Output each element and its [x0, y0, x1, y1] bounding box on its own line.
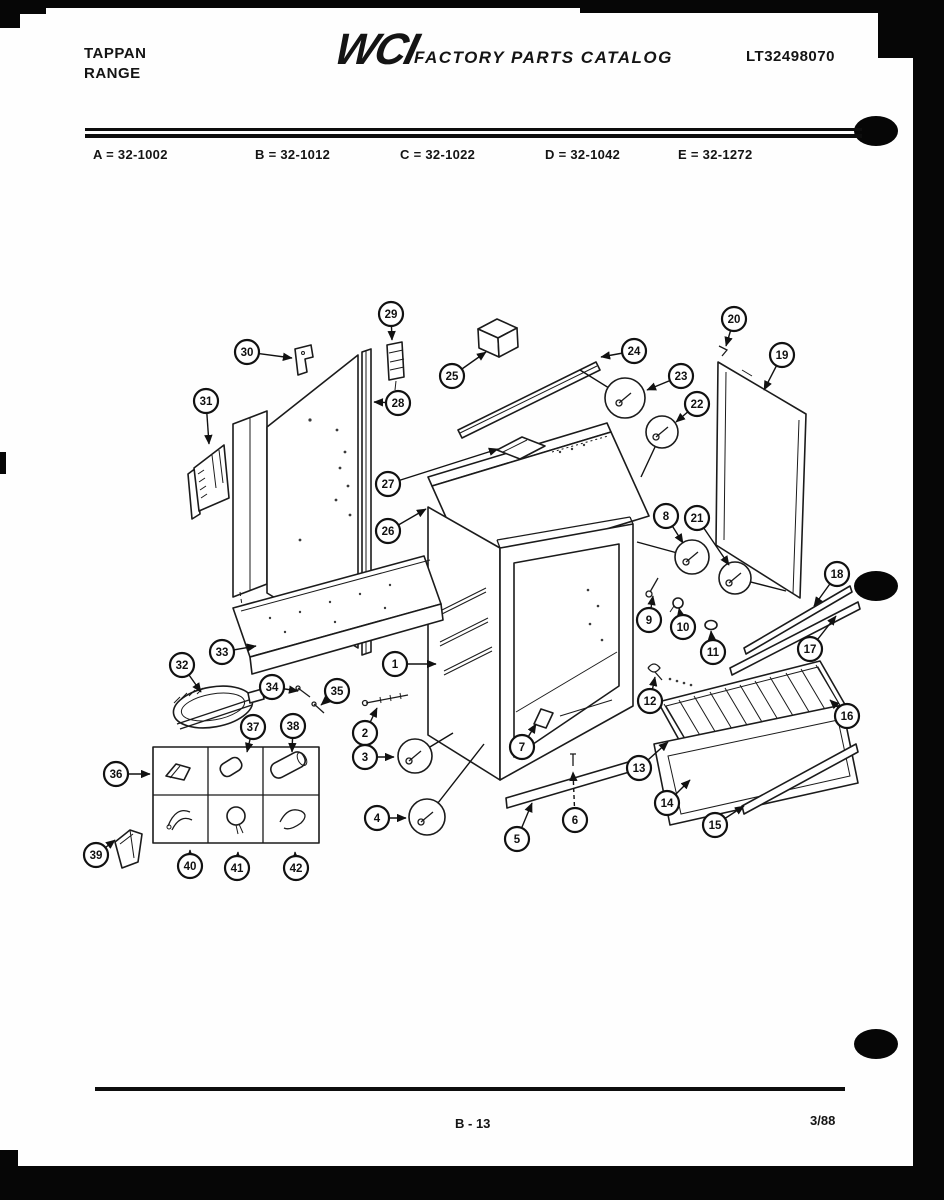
svg-text:33: 33 — [215, 647, 229, 659]
svg-text:9: 9 — [645, 615, 653, 627]
small-parts-grid — [153, 747, 319, 843]
svg-text:32: 32 — [175, 660, 189, 672]
svg-text:29: 29 — [384, 309, 398, 321]
brand-line-2: RANGE — [84, 65, 141, 82]
callout-39 — [84, 840, 115, 867]
callout-22 — [676, 392, 709, 422]
catalog-title: FACTORY PARTS CATALOG — [414, 48, 673, 67]
svg-text:19: 19 — [775, 350, 789, 362]
svg-text:28: 28 — [391, 398, 405, 410]
svg-text:14: 14 — [660, 798, 674, 810]
callout-11 — [701, 631, 725, 664]
part-side-rails — [730, 586, 860, 675]
svg-text:41: 41 — [230, 863, 244, 875]
model-d: D = 32-1042 — [545, 147, 621, 162]
callout-12 — [638, 677, 662, 713]
svg-text:1: 1 — [391, 659, 399, 671]
svg-text:2: 2 — [361, 728, 369, 740]
svg-text:26: 26 — [381, 526, 395, 538]
model-a: A = 32-1002 — [93, 147, 168, 162]
svg-text:25: 25 — [445, 371, 459, 383]
callout-36 — [104, 762, 150, 786]
svg-text:15: 15 — [708, 820, 722, 832]
callout-26 — [376, 509, 426, 543]
footer-rule — [95, 1087, 845, 1091]
svg-text:3: 3 — [361, 752, 369, 764]
callout-10 — [671, 608, 695, 639]
callout-30 — [235, 340, 292, 364]
callout-35 — [321, 679, 349, 705]
callout-32 — [170, 653, 201, 692]
part-hinge-bracket — [295, 345, 313, 375]
callout-25 — [440, 352, 486, 388]
callout-19 — [764, 343, 794, 390]
callout-4 — [365, 806, 406, 830]
svg-text:20: 20 — [727, 314, 741, 326]
brand-line-1: TAPPAN — [84, 45, 147, 62]
callout-23 — [647, 364, 693, 390]
part-screws-small — [296, 686, 324, 713]
svg-text:22: 22 — [690, 399, 704, 411]
wci-logo: WCI — [330, 25, 422, 74]
svg-text:23: 23 — [674, 371, 688, 383]
svg-text:5: 5 — [513, 834, 521, 846]
svg-text:37: 37 — [246, 722, 260, 734]
svg-text:34: 34 — [265, 682, 279, 694]
svg-text:10: 10 — [676, 622, 690, 634]
magnified-view-1 — [580, 370, 645, 418]
svg-text:12: 12 — [643, 696, 657, 708]
magnified-view-2 — [641, 416, 678, 477]
part-carriage-bolt — [570, 754, 576, 766]
svg-text:7: 7 — [518, 742, 526, 754]
svg-text:16: 16 — [840, 711, 854, 723]
svg-text:8: 8 — [662, 511, 670, 523]
callout-8 — [654, 504, 683, 543]
svg-text:24: 24 — [627, 346, 641, 358]
callout-42 — [284, 852, 308, 880]
magnified-view-3 — [637, 540, 709, 574]
model-c: C = 32-1022 — [400, 147, 476, 162]
callout-5 — [505, 803, 532, 851]
svg-text:17: 17 — [803, 644, 817, 656]
svg-text:13: 13 — [632, 763, 646, 775]
part-long-screw — [363, 693, 409, 706]
callout-40 — [178, 850, 202, 878]
callout-34 — [260, 675, 298, 699]
model-b: B = 32-1012 — [255, 147, 331, 162]
page-number: B - 13 — [455, 1116, 491, 1131]
part-backguard-rail — [458, 362, 600, 438]
svg-text:21: 21 — [690, 513, 704, 525]
svg-text:18: 18 — [830, 569, 844, 581]
svg-text:30: 30 — [240, 347, 254, 359]
model-e: E = 32-1272 — [678, 147, 753, 162]
part-end-block — [478, 319, 518, 357]
svg-text:42: 42 — [289, 863, 303, 875]
svg-text:38: 38 — [286, 721, 300, 733]
part-spring — [387, 342, 404, 390]
svg-text:11: 11 — [706, 647, 720, 659]
svg-text:39: 39 — [89, 850, 103, 862]
callout-24 — [601, 339, 646, 363]
svg-text:27: 27 — [381, 479, 395, 491]
svg-text:36: 36 — [109, 769, 123, 781]
part-side-trim-panel — [188, 445, 229, 519]
svg-text:31: 31 — [199, 396, 213, 408]
revision-date: 3/88 — [810, 1113, 836, 1128]
svg-text:4: 4 — [373, 813, 381, 825]
callout-20 — [722, 307, 746, 346]
callout-9 — [637, 596, 661, 632]
callout-31 — [194, 389, 218, 444]
callout-41 — [225, 852, 249, 880]
callout-2 — [353, 708, 377, 745]
callout-3 — [353, 745, 394, 769]
part-corner-clip — [719, 346, 727, 356]
svg-text:35: 35 — [330, 686, 344, 698]
callout-29 — [379, 302, 403, 340]
svg-text:6: 6 — [571, 815, 579, 827]
part-corner-bracket — [115, 830, 142, 868]
svg-text:40: 40 — [183, 861, 197, 873]
callout-28 — [374, 391, 410, 415]
document-number: LT32498070 — [746, 48, 835, 65]
